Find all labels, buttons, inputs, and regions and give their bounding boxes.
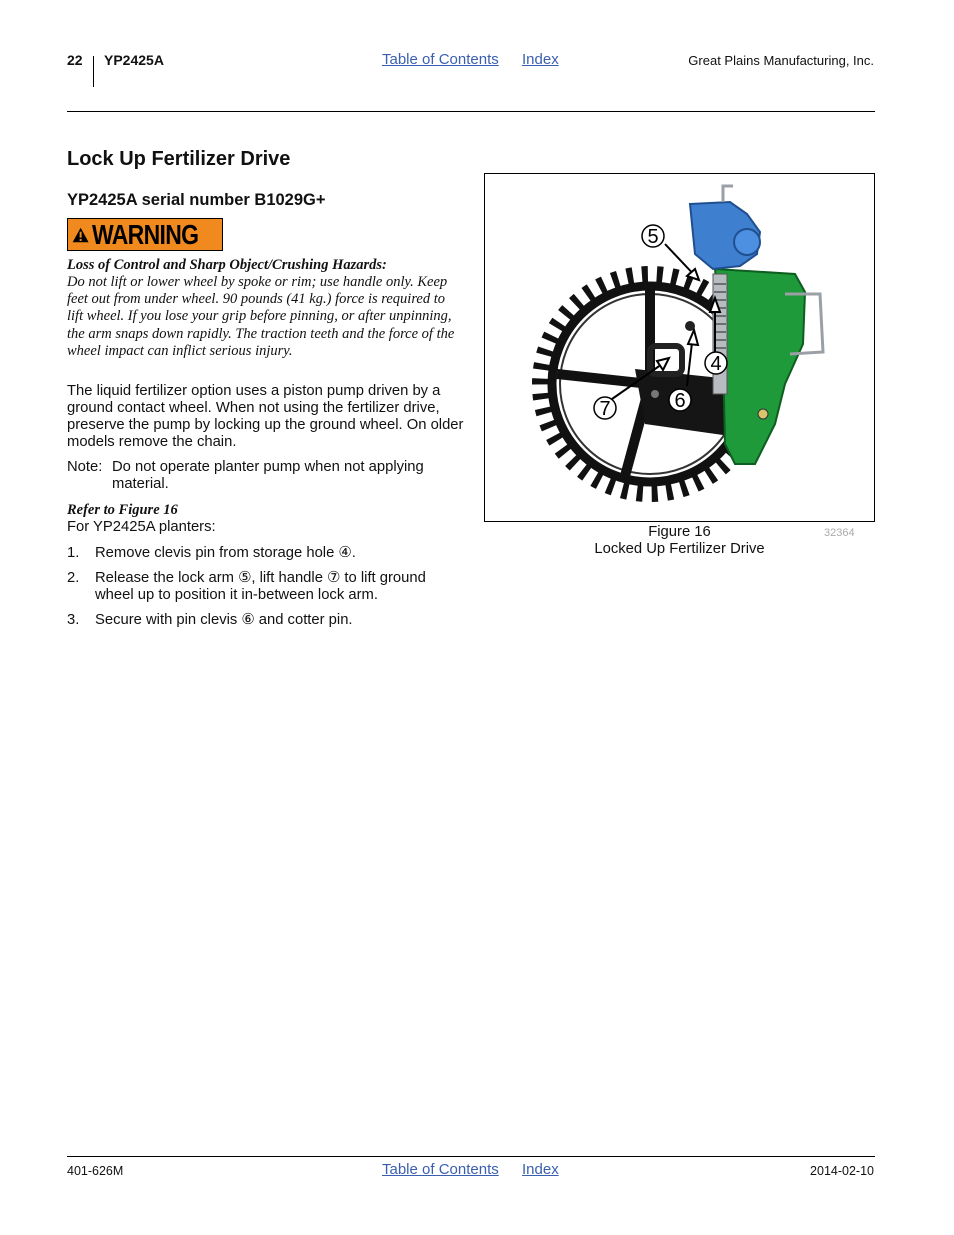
step-text: Remove clevis pin from storage hole ④. (95, 545, 356, 561)
callout-6 (669, 389, 691, 412)
publication-date: 2014-02-10 (810, 1164, 874, 1178)
callout-4 (705, 352, 727, 375)
step-text: Release the lock arm ⑤, lift handle ⑦ to lift ground wheel up to position it in-between lock arm. (95, 570, 426, 603)
note-text: Do not operate planter pump when not applying material. (112, 459, 424, 492)
step-number: 2. (67, 570, 80, 586)
figure-frame (484, 173, 875, 522)
intro-paragraph: The liquid fertilizer option uses a piston pump driven by a ground contact wheel. When not using the fertilizer drive, preserve the pump by locking up the ground wheel. On older models remove the chain. (67, 383, 464, 450)
hazard-body: Do not lift or lower wheel by spoke or rim; use handle only. Keep feet out from under wheel. 90 pounds (41 kg.) force is required to lift wheel. If you lose your grip before pinning, or after unpinning, the arm snaps down rapidly. The traction teeth and the force of the wheel impact can inflict serious injury. (67, 274, 455, 359)
header-rule (67, 111, 875, 112)
svg-text:5: 5 (647, 226, 659, 248)
footer-toc-link[interactable]: Table of Contents (382, 1161, 499, 1178)
index-link[interactable]: Index (522, 51, 559, 68)
figure-title: Locked Up Fertilizer Drive (594, 541, 765, 557)
warning-triangle-icon (72, 223, 89, 247)
warning-label: WARNING (92, 218, 199, 250)
note-label: Note: (67, 459, 103, 475)
step-text: Secure with pin clevis ⑥ and cotter pin. (95, 612, 353, 628)
toc-link[interactable]: Table of Contents (382, 51, 499, 68)
callout-5 (642, 225, 664, 248)
header-divider (93, 56, 94, 87)
svg-text:6: 6 (674, 390, 686, 412)
step-number: 1. (67, 545, 80, 561)
footer-index-link[interactable]: Index (522, 1161, 559, 1178)
document-number: 401-626M (67, 1164, 124, 1178)
svg-text:7: 7 (599, 398, 611, 420)
green-frame (715, 269, 823, 464)
image-number: 32364 (824, 527, 855, 539)
hazard-title: Loss of Control and Sharp Object/Crushing Hazards: (67, 257, 387, 273)
step-number: 3. (67, 612, 80, 628)
planter-intro: For YP2425A planters: (67, 519, 216, 535)
company-name: Great Plains Manufacturing, Inc. (688, 53, 874, 68)
warning-badge (67, 218, 223, 251)
footer-rule (67, 1156, 875, 1157)
model-name: YP2425A (104, 52, 164, 68)
figure-reference: Refer to Figure 16 (67, 502, 178, 518)
piston-pump (690, 186, 760, 269)
section-subtitle: YP2425A serial number B1029G+ (67, 191, 326, 209)
figure-caption (484, 524, 875, 558)
callout-7 (594, 397, 616, 420)
section-title: Lock Up Fertilizer Drive (67, 148, 291, 170)
figure-number: Figure 16 (648, 524, 711, 540)
fertilizer-drive-illustration (485, 174, 874, 521)
page-number: 22 (67, 52, 83, 68)
svg-text:4: 4 (710, 353, 722, 375)
